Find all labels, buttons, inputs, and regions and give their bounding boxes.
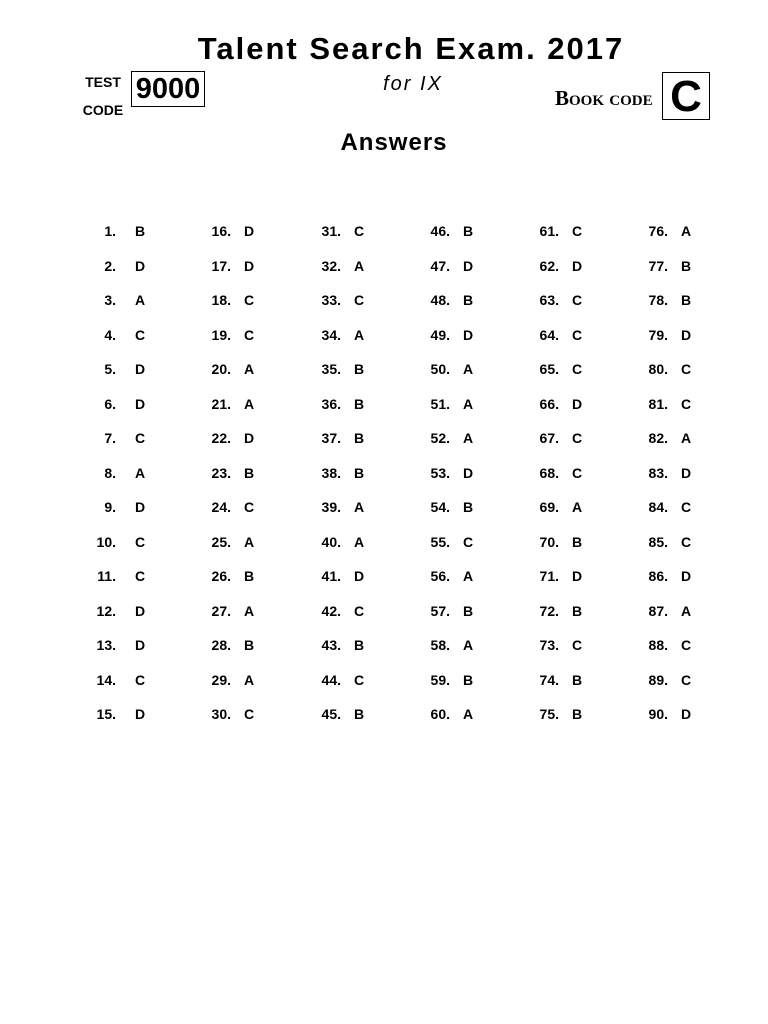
book-code-value: C [662, 72, 710, 120]
answer-number: 61. [539, 223, 559, 239]
answer-letter: B [463, 602, 474, 619]
answer-letter: B [354, 430, 365, 446]
exam-class-subtitle: for IX [383, 73, 443, 95]
answer-number: 86. [648, 568, 668, 584]
answer-letter: A [463, 568, 474, 584]
answer-number: 9. [104, 499, 116, 515]
answer-number: 13. [96, 637, 116, 653]
answer-letter: C [354, 223, 365, 239]
answer-number: 36. [321, 395, 341, 412]
answer-number: 80. [648, 361, 668, 377]
answer-letter: A [244, 361, 255, 377]
answer-number: 84. [648, 499, 668, 515]
answer-number: 37. [321, 430, 341, 446]
answer-letter: D [572, 395, 583, 412]
answer-letter: A [681, 602, 692, 619]
answer-letter: A [463, 430, 474, 446]
answer-letter: C [135, 533, 146, 550]
answer-letter: C [244, 326, 255, 343]
answer-number: 35. [321, 361, 341, 377]
answer-letter: C [463, 533, 474, 550]
answer-number: 34. [321, 326, 341, 343]
answer-number: 71. [539, 568, 559, 584]
answer-letter: C [572, 326, 583, 343]
answer-number: 56. [430, 568, 450, 584]
answer-letter: A [244, 395, 255, 412]
answer-number: 66. [539, 395, 559, 412]
answer-letter: B [244, 464, 255, 481]
answer-number: 50. [430, 361, 450, 377]
answer-letter: B [354, 637, 365, 653]
answer-letter: D [135, 395, 146, 412]
answer-number: 72. [539, 602, 559, 619]
answer-letter: A [463, 637, 474, 653]
answer-letter: C [572, 430, 583, 446]
answer-number: 54. [430, 499, 450, 515]
answer-number: 24. [211, 499, 231, 515]
answer-letter: C [135, 671, 146, 688]
answer-number: 10. [96, 533, 116, 550]
answer-letter: C [572, 223, 583, 239]
answer-number: 89. [648, 671, 668, 688]
answer-number: 52. [430, 430, 450, 446]
answer-letter: D [572, 257, 583, 274]
answer-number: 44. [321, 671, 341, 688]
answer-letter: C [135, 430, 146, 446]
answer-letter: D [135, 257, 146, 274]
answer-letter: C [135, 568, 146, 584]
answer-number: 76. [648, 223, 668, 239]
answer-letter: C [135, 326, 146, 343]
answer-letter: A [244, 671, 255, 688]
answer-letter: C [572, 637, 583, 653]
answer-letter: A [354, 499, 365, 515]
answer-number: 62. [539, 257, 559, 274]
answer-number: 42. [321, 602, 341, 619]
answer-letter: B [681, 257, 692, 274]
answer-number: 53. [430, 464, 450, 481]
answer-letter: A [463, 706, 474, 722]
answer-number: 43. [321, 637, 341, 653]
answer-letter: D [463, 464, 474, 481]
answer-number: 75. [539, 706, 559, 722]
answer-letter: B [463, 671, 474, 688]
answer-letter: B [572, 671, 583, 688]
answer-number: 90. [648, 706, 668, 722]
answer-number: 22. [211, 430, 231, 446]
answer-letter: A [354, 257, 365, 274]
answer-number: 27. [211, 602, 231, 619]
answer-number: 4. [104, 326, 116, 343]
answer-number: 25. [211, 533, 231, 550]
answer-letter: D [463, 326, 474, 343]
answer-letter: B [463, 223, 474, 239]
answer-number: 74. [539, 671, 559, 688]
answer-letter: B [244, 637, 255, 653]
answer-number: 68. [539, 464, 559, 481]
answer-letter: C [354, 602, 365, 619]
answer-letter: D [244, 223, 255, 239]
answer-number: 63. [539, 292, 559, 308]
answer-number: 88. [648, 637, 668, 653]
answer-number: 38. [321, 464, 341, 481]
answer-letter: B [572, 533, 583, 550]
answer-letter: B [354, 464, 365, 481]
answer-letter: C [681, 637, 692, 653]
answer-letter: C [681, 361, 692, 377]
answer-number: 21. [211, 395, 231, 412]
answer-number: 79. [648, 326, 668, 343]
answer-number: 39. [321, 499, 341, 515]
answer-number: 31. [321, 223, 341, 239]
answer-letter: A [572, 499, 583, 515]
answer-number: 55. [430, 533, 450, 550]
answer-number: 41. [321, 568, 341, 584]
answer-number: 8. [104, 464, 116, 481]
answer-number: 11. [97, 568, 116, 584]
answer-letter: A [135, 292, 146, 308]
answer-number: 59. [430, 671, 450, 688]
answer-letter: D [681, 706, 692, 722]
answer-number: 15. [96, 706, 116, 722]
answer-letter: B [244, 568, 255, 584]
answer-letter: A [135, 464, 146, 481]
answer-letter: B [572, 602, 583, 619]
answer-letter: A [354, 533, 365, 550]
answer-number: 57. [430, 602, 450, 619]
answer-number: 5. [104, 361, 116, 377]
answer-number: 20. [211, 361, 231, 377]
answer-number: 28. [211, 637, 231, 653]
answer-number: 58. [430, 637, 450, 653]
answer-letter: D [135, 637, 146, 653]
answer-letter: C [681, 533, 692, 550]
answer-number: 16. [211, 223, 231, 239]
answer-number: 18. [211, 292, 231, 308]
answer-number: 51. [430, 395, 450, 412]
answer-letter: B [354, 706, 365, 722]
answer-letter: C [681, 671, 692, 688]
answer-letter: C [681, 395, 692, 412]
answer-number: 73. [539, 637, 559, 653]
answer-letter: C [244, 292, 255, 308]
answer-letter: B [463, 499, 474, 515]
answer-number: 85. [648, 533, 668, 550]
answer-number: 29. [211, 671, 231, 688]
answer-letter: B [572, 706, 583, 722]
page-title: Talent Search Exam. 2017 [197, 31, 625, 66]
answer-number: 83. [648, 464, 668, 481]
test-code-label-line2: CODE [82, 102, 124, 118]
answers-heading: Answers [340, 129, 448, 156]
answer-letter: D [244, 257, 255, 274]
answer-number: 45. [321, 706, 341, 722]
answer-number: 77. [648, 257, 668, 274]
answer-number: 32. [321, 257, 341, 274]
answer-letter: A [681, 430, 692, 446]
answer-number: 69. [539, 499, 559, 515]
answer-letter: A [463, 395, 474, 412]
answer-number: 7. [104, 430, 116, 446]
answer-letter: D [354, 568, 365, 584]
answer-letter: D [681, 464, 692, 481]
answer-letter: C [572, 464, 583, 481]
answer-letter: B [463, 292, 474, 308]
answer-number: 64. [539, 326, 559, 343]
answer-letter: D [135, 602, 146, 619]
answer-letter: B [135, 223, 146, 239]
answer-number: 47. [430, 257, 450, 274]
answer-letter: D [135, 706, 146, 722]
test-code-label-line1: TEST [85, 74, 121, 90]
answer-letter: D [681, 326, 692, 343]
answer-letter: C [572, 361, 583, 377]
answer-letter: A [244, 602, 255, 619]
answer-letter: D [463, 257, 474, 274]
answer-letter: A [244, 533, 255, 550]
answer-letter: D [681, 568, 692, 584]
answer-letter: C [244, 499, 255, 515]
answer-letter: D [135, 499, 146, 515]
answer-number: 23. [211, 464, 231, 481]
answer-number: 30. [211, 706, 231, 722]
answer-letter: D [135, 361, 146, 377]
answer-number: 3. [104, 292, 116, 308]
answer-number: 81. [648, 395, 668, 412]
answer-letter: C [244, 706, 255, 722]
answer-number: 67. [539, 430, 559, 446]
answer-letter: A [681, 223, 692, 239]
answer-number: 46. [430, 223, 450, 239]
answer-letter: D [244, 430, 255, 446]
answer-letter: C [354, 292, 365, 308]
answer-letter: B [354, 395, 365, 412]
answer-number: 19. [211, 326, 231, 343]
book-code-label: Book code [555, 86, 653, 110]
answer-letter: C [354, 671, 365, 688]
answer-letter: A [463, 361, 474, 377]
answer-number: 1. [104, 223, 116, 239]
answer-letter: B [354, 361, 365, 377]
answer-number: 17. [211, 257, 231, 274]
answer-number: 40. [321, 533, 341, 550]
answer-number: 65. [539, 361, 559, 377]
answer-letter: A [354, 326, 365, 343]
answer-number: 82. [648, 430, 668, 446]
answer-number: 60. [430, 706, 450, 722]
answer-number: 87. [648, 602, 668, 619]
answer-letter: C [572, 292, 583, 308]
answer-number: 49. [430, 326, 450, 343]
answer-number: 2. [104, 257, 116, 274]
answer-number: 33. [321, 292, 341, 308]
answer-number: 78. [648, 292, 668, 308]
answer-number: 26. [211, 568, 231, 584]
answer-number: 14. [96, 671, 116, 688]
answer-number: 12. [96, 602, 116, 619]
answer-number: 6. [104, 395, 116, 412]
answer-letter: B [681, 292, 692, 308]
answer-number: 70. [539, 533, 559, 550]
answer-letter: D [572, 568, 583, 584]
answer-number: 48. [430, 292, 450, 308]
answer-letter: C [681, 499, 692, 515]
test-code-value: 9000 [131, 71, 205, 107]
